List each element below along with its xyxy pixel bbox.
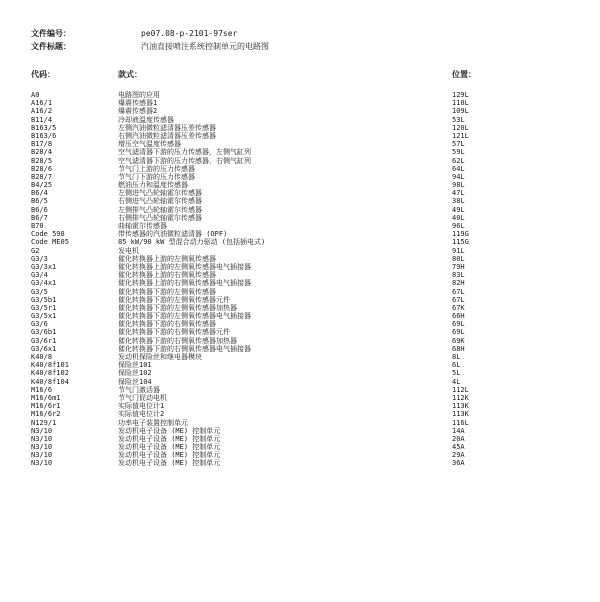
component-description: 发动机保险丝和继电器模块 (118, 353, 202, 361)
list-item (0, 304, 600, 312)
component-description: 催化转换器上游的右侧氧传感器电气插接器 (118, 279, 251, 288)
component-code: K40/8f102 (31, 369, 69, 378)
component-position: 20A (452, 434, 465, 443)
component-code: G3/6x1 (31, 344, 57, 353)
component-position: 47L (452, 189, 465, 198)
list-item (0, 247, 600, 255)
list-item (0, 255, 600, 263)
component-description: 催化转换器上游的左侧氧传感器 (118, 254, 216, 263)
component-description: 功率电子装置控制单元 (118, 418, 188, 427)
component-code: K40/8f101 (31, 361, 69, 370)
component-description: 燃油压力和温度传感器 (118, 181, 188, 190)
component-position: 69K (452, 336, 465, 345)
component-code: N3/10 (31, 459, 53, 468)
component-code: G3/5x1 (31, 312, 57, 321)
list-item (0, 91, 600, 99)
component-code: B6/5 (31, 197, 48, 206)
component-code: K40/8 (31, 353, 53, 361)
component-code: Code ME05 (31, 238, 69, 247)
component-code: B6/7 (31, 213, 48, 222)
list-item (0, 214, 600, 222)
list-item (0, 116, 600, 124)
list-item (0, 410, 600, 418)
component-description: 实际值电位计2 (118, 410, 165, 419)
list-item (0, 386, 600, 394)
component-code: M16/6 (31, 385, 53, 394)
list-item (0, 132, 600, 140)
component-code: G3/5b1 (31, 295, 57, 304)
component-description: 发动机电子设备 (ME) 控制单元 (118, 426, 221, 435)
list-item (0, 99, 600, 107)
component-position: 120L (452, 123, 469, 132)
component-description: 右侧汽油微粒滤清器压差传感器 (118, 131, 216, 140)
component-description: 爆震传感器2 (118, 107, 158, 116)
component-description: 左侧进气凸轮轴霍尔传感器 (118, 189, 202, 198)
component-description: 爆震传感器1 (118, 99, 158, 108)
component-position: 29A (452, 451, 465, 460)
component-position: 110L (452, 99, 469, 108)
list-item (0, 353, 600, 361)
component-code: B17/8 (31, 140, 53, 149)
component-code: G3/6 (31, 320, 48, 329)
component-description: 冷却液温度传感器 (118, 115, 174, 124)
component-description: 发动机电子设备 (ME) 控制单元 (118, 443, 221, 452)
component-code: N3/10 (31, 443, 53, 452)
component-description: 右侧进气凸轮轴霍尔传感器 (118, 197, 202, 206)
component-position: 62L (452, 156, 465, 165)
component-position: 8L (452, 353, 461, 361)
list-item (0, 230, 600, 238)
component-code: G3/6r1 (31, 336, 57, 345)
list-item (0, 345, 600, 353)
component-position: 112K (452, 393, 469, 402)
component-code: B6/6 (31, 205, 48, 214)
component-position: 4L (452, 377, 461, 386)
component-description: 催化转换器下游的右侧氧传感器加热器 (118, 336, 237, 345)
list-item (0, 459, 600, 467)
component-position: 68H (452, 344, 465, 353)
list-item (0, 337, 600, 345)
component-code: N3/10 (31, 451, 53, 460)
component-list (0, 91, 600, 468)
component-description: 保险丝104 (118, 377, 152, 386)
component-position: 115G (452, 238, 469, 247)
component-description: 节气门下游的压力传感器 (118, 172, 195, 181)
component-code: B28/6 (31, 164, 53, 173)
component-description: 发动机电子设备 (ME) 控制单元 (118, 459, 221, 468)
component-code: A0 (31, 91, 40, 99)
component-description: 发动机电子设备 (ME) 控制单元 (118, 451, 221, 460)
component-code: B163/5 (31, 123, 57, 132)
component-description: 右侧排气凸轮轴霍尔传感器 (118, 213, 202, 222)
component-position: 38L (452, 197, 465, 206)
list-item (0, 451, 600, 459)
component-position: 112L (452, 385, 469, 394)
component-position: 113K (452, 410, 469, 419)
list-item (0, 427, 600, 435)
component-position: 6L (452, 361, 461, 370)
column-header-code: 代码： (31, 70, 55, 79)
list-item (0, 181, 600, 189)
component-position: 64L (452, 164, 465, 173)
component-description: 催化转换器下游的右侧氧传感器元件 (118, 328, 230, 337)
list-item (0, 378, 600, 386)
list-item (0, 165, 600, 173)
list-item (0, 107, 600, 115)
component-position: 80L (452, 254, 465, 263)
component-description: 节气门上游的压力传感器 (118, 164, 195, 173)
list-item (0, 140, 600, 148)
list-item (0, 402, 600, 410)
component-position: 113K (452, 402, 469, 411)
component-description: 催化转换器上游的右侧氧传感器 (118, 271, 216, 280)
component-position: 14A (452, 426, 465, 435)
list-item (0, 124, 600, 132)
component-position: 116L (452, 418, 469, 427)
list-item (0, 369, 600, 377)
column-header-position: 位置： (452, 70, 476, 79)
component-code: G3/6b1 (31, 328, 57, 337)
list-item (0, 271, 600, 279)
component-description: 实际值电位计1 (118, 402, 165, 411)
component-code: B11/4 (31, 115, 53, 124)
component-description: 发电机 (118, 246, 139, 255)
list-item (0, 328, 600, 336)
list-item (0, 443, 600, 451)
component-position: 91L (452, 246, 465, 255)
component-position: 98L (452, 181, 465, 190)
component-position: 109L (452, 107, 469, 116)
component-code: G3/3x1 (31, 262, 57, 271)
component-position: 96L (452, 222, 465, 230)
component-position: 40L (452, 213, 465, 222)
component-description: 节气门激活器 (118, 385, 160, 394)
component-description: 85 kW/90 kW 型混合动力驱动 (包括插电式) (118, 238, 266, 247)
component-position: 121L (452, 131, 469, 140)
component-position: 36A (452, 459, 465, 468)
component-code: M16/6m1 (31, 393, 61, 402)
component-code: N3/10 (31, 434, 53, 443)
doc-number-label: 文件编号： (31, 29, 71, 38)
component-description: 左侧排气凸轮轴霍尔传感器 (118, 205, 202, 214)
component-code: B28/7 (31, 172, 53, 181)
list-item (0, 189, 600, 197)
component-position: 83L (452, 271, 465, 280)
component-code: A16/2 (31, 107, 53, 116)
component-description: 左侧汽油微粒滤清器压差传感器 (118, 123, 216, 132)
component-description: 催化转换器下游的右侧氧传感器 (118, 320, 216, 329)
component-position: 66H (452, 312, 465, 321)
component-code: B70 (31, 222, 44, 230)
component-position: 119G (452, 230, 469, 239)
component-description: 电路图的应用 (118, 91, 160, 99)
component-code: B28/4 (31, 148, 53, 157)
component-position: 67L (452, 287, 465, 296)
component-description: 催化转换器上游的左侧氧传感器电气插接器 (118, 262, 251, 271)
component-code: M16/6r1 (31, 402, 61, 411)
list-item (0, 263, 600, 271)
component-position: 45A (452, 443, 465, 452)
component-code: N3/10 (31, 426, 53, 435)
component-description: 空气滤清器下游的压力传感器，左侧气缸列 (118, 148, 251, 157)
component-code: A16/1 (31, 99, 53, 108)
list-item (0, 312, 600, 320)
list-item (0, 296, 600, 304)
component-description: 空气滤清器下游的压力传感器，右侧气缸列 (118, 156, 251, 165)
component-position: 67K (452, 303, 465, 312)
list-item (0, 320, 600, 328)
component-description: 催化转换器下游的左侧氧传感器电气插接器 (118, 312, 251, 321)
component-code: B28/5 (31, 156, 53, 165)
component-position: 129L (452, 91, 469, 99)
component-description: 带传感器的汽油微粒滤清器 (OPF) (118, 230, 228, 239)
list-item (0, 157, 600, 165)
list-item (0, 279, 600, 287)
component-code: G3/3 (31, 254, 48, 263)
component-position: 69L (452, 320, 465, 329)
component-position: 57L (452, 140, 465, 149)
component-description: 保险丝102 (118, 369, 152, 378)
component-position: 49L (452, 205, 465, 214)
component-code: G3/4x1 (31, 279, 57, 288)
component-code: G3/5 (31, 287, 48, 296)
component-position: 69L (452, 328, 465, 337)
column-header-description: 款式： (118, 70, 142, 79)
component-code: Code 598 (31, 230, 65, 239)
component-code: B4/25 (31, 181, 53, 190)
component-code: B163/6 (31, 131, 57, 140)
component-description: 催化转换器下游的右侧氧传感器电气插接器 (118, 344, 251, 353)
component-description: 催化转换器下游的左侧氧传感器 (118, 287, 216, 296)
list-item (0, 173, 600, 181)
component-position: 82H (452, 279, 465, 288)
list-item (0, 361, 600, 369)
component-code: M16/6r2 (31, 410, 61, 419)
component-position: 53L (452, 115, 465, 124)
list-item (0, 288, 600, 296)
list-item (0, 222, 600, 230)
list-item (0, 419, 600, 427)
component-description: 增压空气温度传感器 (118, 140, 181, 149)
component-position: 59L (452, 148, 465, 157)
list-item (0, 394, 600, 402)
component-position: 5L (452, 369, 461, 378)
component-description: 保险丝101 (118, 361, 152, 370)
component-description: 节气门促动电机 (118, 393, 167, 402)
component-description: 曲轴霍尔传感器 (118, 222, 167, 230)
list-item (0, 238, 600, 246)
doc-title-value: 汽油直接喷注系统控制单元的电路图 (141, 42, 269, 51)
component-description: 催化转换器下游的左侧氧传感器元件 (118, 295, 230, 304)
list-item (0, 206, 600, 214)
component-position: 94L (452, 172, 465, 181)
component-code: B6/4 (31, 189, 48, 198)
list-item (0, 148, 600, 156)
doc-title-label: 文件标题： (31, 42, 71, 51)
component-position: 79H (452, 262, 465, 271)
component-code: K40/8f104 (31, 377, 69, 386)
component-code: G3/4 (31, 271, 48, 280)
list-item (0, 435, 600, 443)
component-position: 67L (452, 295, 465, 304)
doc-number-value: pe07.08-p-2101-97ser (141, 29, 238, 38)
component-code: G2 (31, 246, 40, 255)
component-description: 发动机电子设备 (ME) 控制单元 (118, 434, 221, 443)
list-item (0, 197, 600, 205)
component-code: N129/1 (31, 418, 57, 427)
component-description: 催化转换器下游的左侧氧传感器加热器 (118, 303, 237, 312)
component-code: G3/5r1 (31, 303, 57, 312)
